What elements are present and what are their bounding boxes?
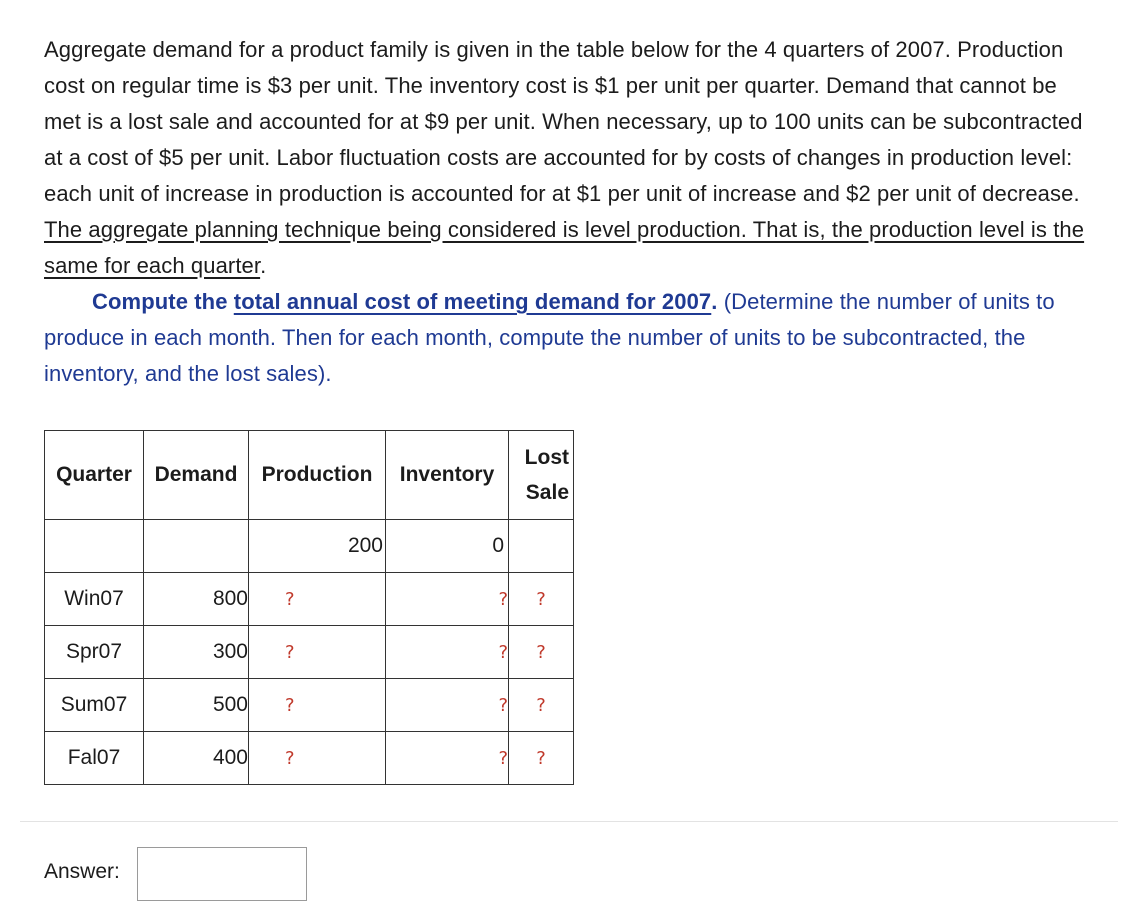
lost-sale-unknown: ? [509,732,574,785]
answer-label: Answer: [44,860,120,883]
production-unknown: ? [249,573,386,626]
lost-sale-unknown: ? [509,573,574,626]
table-header-row [45,431,574,520]
demand-cell: 800 [144,573,249,626]
table-row-initial [45,520,574,573]
header-quarter: Quarter [45,431,144,520]
table-row [45,626,574,679]
header-demand: Demand [144,431,249,520]
instruction-paragraph: Compute the total annual cost of meeting demand for 2007. (Determine the number of units to produce in each month. Then for each month, compute the number of units to be subcontracted, the inventory, and the lost sales). [44,289,1055,386]
demand-cell: 400 [144,732,249,785]
header-lost-sale: Lost Sale [509,431,574,520]
initial-inventory-cell: 200 [249,520,386,573]
section-divider [20,821,1118,822]
quarter-cell: Fal07 [45,732,144,785]
lost-sale-unknown: ? [509,679,574,732]
production-unknown: ? [249,626,386,679]
table-row [45,679,574,732]
production-unknown: ? [249,679,386,732]
problem-text [44,32,1094,392]
quarter-cell: Sum07 [45,679,144,732]
instruction-emphasis: total annual cost of meeting demand for 2007 [233,289,712,314]
demand-cell: 500 [144,679,249,732]
header-production: Production [249,431,386,520]
table-row [45,732,574,785]
table-row [45,573,574,626]
header-inventory: Inventory [386,431,509,520]
inventory-unknown: ? [386,732,509,785]
aggregate-plan-table [44,430,574,785]
lost-sale-unknown: ? [509,626,574,679]
answer-input[interactable] [137,847,307,901]
initial-lost-cell: 0 [386,520,509,573]
production-unknown: ? [249,732,386,785]
problem-paragraph: Aggregate demand for a product family is given in the table below for the 4 quarters of 2007. Production cost on regular time is $3 per unit. The inventory cost is $1 per unit per quarter. Demand that cannot be met is a lost sale and accounted for at $9 per unit. When necessary, up to 100 units can be subcontracted at a cost of $5 per unit. Labor fluctuation costs are accounted for by costs of changes in production level: each unit of increase in production is accounted for at $1 per unit of increase and $2 per unit of decrease. The aggregate planning technique being considered is level production. That is, the production level is the same for each quarter. [44,37,1085,278]
quarter-cell: Win07 [45,573,144,626]
quarter-cell: Spr07 [45,626,144,679]
problem-intro: Aggregate demand for a product family is given in the table below for the 4 quarters of 2007. Production cost on regular time is $3 per unit. The inventory cost is $1 per unit per quarter. Demand that cannot be met is a lost sale and accounted for at $9 per unit. When necessary, up to 100 units can be subcontracted at a cost of $5 per unit. Labor fluctuation costs are accounted for by costs of changes in production level: each unit of increase in production is accounted for at $1 per unit of increase and $2 per unit of decrease. [44,37,1083,206]
technique-statement: The aggregate planning technique being considered is level production. That is, the production level is the same for each quarter [44,217,1085,278]
inventory-unknown: ? [386,679,509,732]
demand-cell: 300 [144,626,249,679]
instruction-detail: (Determine the number of units to produce in each month. Then for each month, compute the number of units to be subcontracted, the inventory, and the lost sales). [44,289,1055,386]
inventory-unknown: ? [386,573,509,626]
inventory-unknown: ? [386,626,509,679]
